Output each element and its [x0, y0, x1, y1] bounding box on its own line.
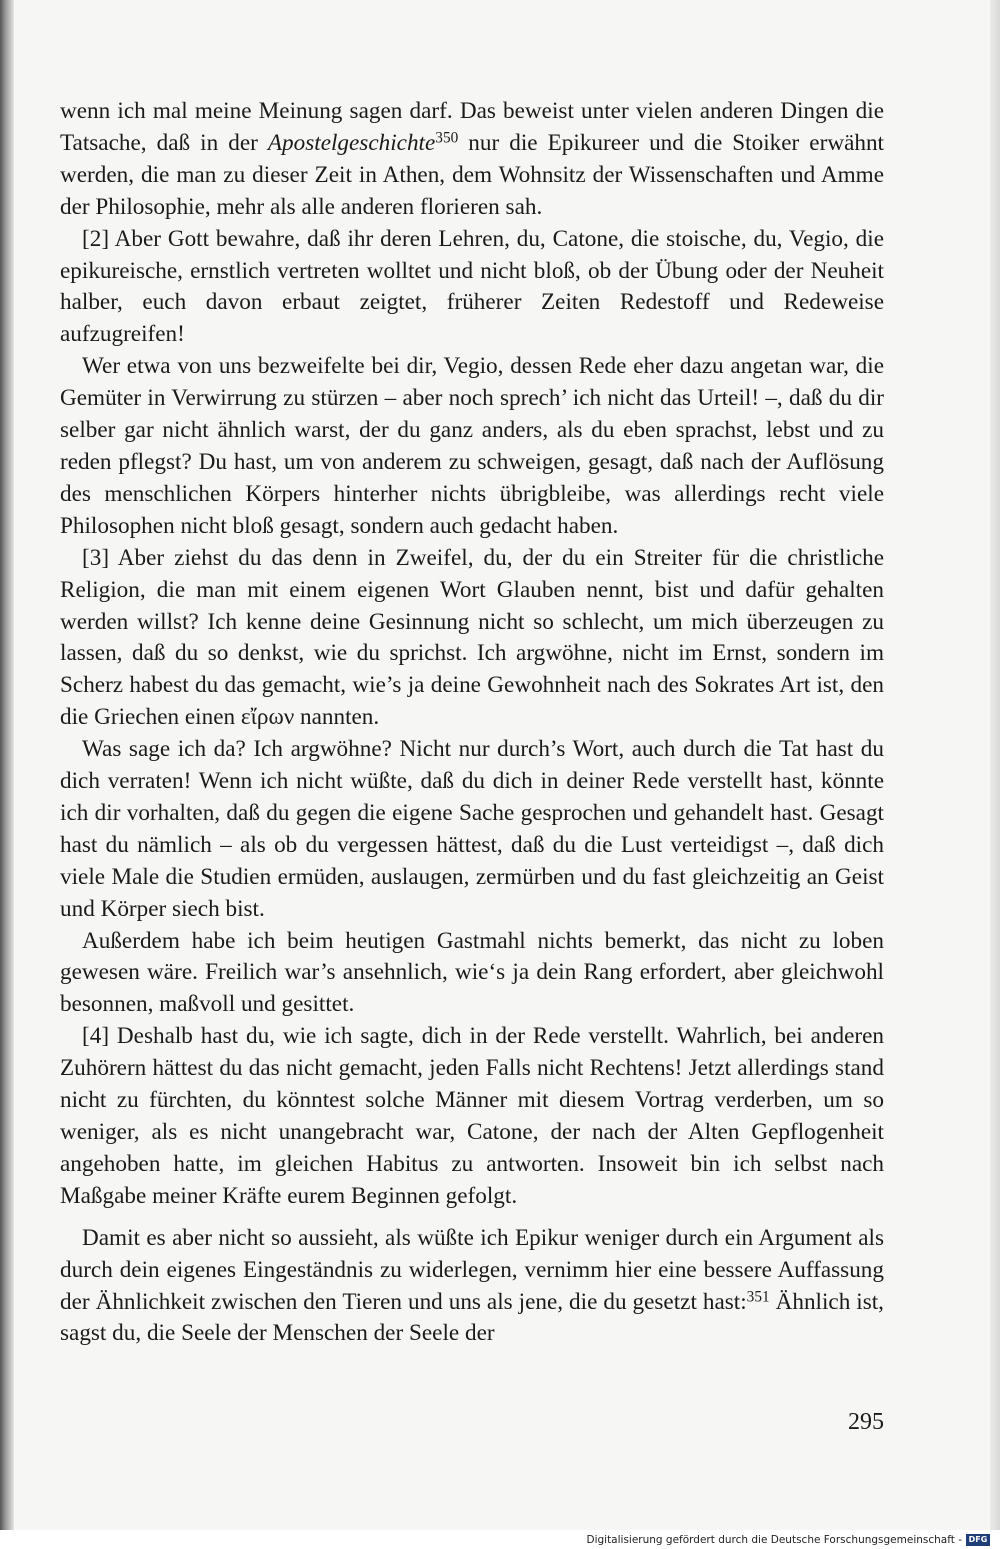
book-binding-shadow [0, 0, 14, 1530]
paragraph-4 [60, 543, 884, 734]
paragraph-8 [60, 1223, 884, 1351]
funding-credit: Digitalisierung gefördert durch die Deutsche Forschungsgemeinschaft - [586, 1534, 962, 1546]
text-segment: [3] Aber ziehst du das denn in Zweifel, du, der du ein Streiter für die christliche Religion, die man mit einem eigenen Wort Glauben nennt, bist und dafür gehalten werden willst? Ich kenne deine Gesinnung nicht so schlecht, um mich überzeugen zu lassen, daß du so denkst, wie du sprichst. Ich argwöhne, nicht im Ernst, sondern im Scherz habest du das gemacht, wie’s ja deine Gewohnheit nach des Sokrates Art ist, den die Griechen einen εἴρων nannten. [60, 544, 884, 731]
paragraph-6 [60, 926, 884, 1022]
footnote-ref-351: 351 [746, 1287, 770, 1305]
text-segment: wenn ich mal meine Meinung sagen darf. Das beweist unter vielen anderen Dingen die Tatsache, daß in der [60, 98, 884, 156]
page-number: 295 [848, 1409, 884, 1435]
text-segment: nur die Epikureer und die Stoiker erwähnt werden, die man zu dieser Zeit in Athen, dem Wohnsitz der Wissenschaften und Amme der Philosophie, mehr als alle anderen florieren sah. [60, 129, 884, 220]
paragraph-2 [60, 224, 884, 352]
dfg-logo[interactable]: DFG [966, 1534, 990, 1546]
text-segment: [4] Deshalb hast du, wie ich sagte, dich in der Rede verstellt. Wahrlich, bei anderen Zuhörern hättest du das nicht gemacht, jeden Falls nicht Rechtens! Jetzt allerdings stand nicht zu fürchten, du könntest solche Männer mit diesem Vortrag verderben, um so weniger, als es nicht unangebracht war, Catone, der nach der Alten Gepflogenheit angehoben hatte, im gleichen Habitus zu antworten. Insoweit bin ich selbst nach Maßgabe meiner Kräfte eurem Beginnen gefolgt. [60, 1023, 884, 1209]
book-title-apostelgeschichte: Apostelgeschichte [267, 129, 436, 156]
footnote-ref-350: 350 [435, 129, 459, 147]
text-segment: Ähnlich ist, sagst du, die Seele der Menschen der Seele der [60, 1288, 884, 1347]
digitization-footer [0, 1530, 1000, 1549]
text-segment: Was sage ich da? Ich argwöhne? Nicht nur durch’s Wort, auch durch die Tat hast du dich verraten! Wenn ich nicht wüßte, daß du dich in deiner Rede verstellt hast, könnte ich dir vorhalten, daß du gegen die eigene Sache gesprochen und gehandelt hast. Gesagt hast du nämlich – als ob du vergessen hättest, daß du die Lust verteidigst –, daß dich viele Male die Studien ermüden, auslaugen, zermürben und du fast gleichzeitig an Geist und Körper siech bist. [60, 736, 884, 922]
paragraph-3 [60, 351, 884, 542]
text-segment: Außerdem habe ich beim heutigen Gastmahl nichts bemerkt, das nicht zu loben gewesen wäre. Freilich war’s ansehnlich, wie‘s ja dein Rang erfordert, aber gleichwohl besonnen, maßvoll und gesittet. [60, 927, 884, 1018]
text-segment: Damit es aber nicht so aussieht, als wüßte ich Epikur weniger durch ein Argument als durch dein eigenes Eingeständnis zu widerlegen, vernimm hier eine bessere Auffassung der Ähnlichkeit zwischen den Tieren und uns als jene, die du gesetzt hast: [60, 1224, 884, 1315]
body-text [60, 96, 884, 1350]
paragraph-1 [60, 96, 884, 224]
page-edge [990, 0, 1000, 1530]
paragraph-7 [60, 1021, 884, 1212]
paragraph-5 [60, 734, 884, 925]
text-segment: [2] Aber Gott bewahre, daß ihr deren Lehren, du, Catone, die stoische, du, Vegio, die epikureische, ernstlich vertreten wolltet und nicht bloß, ob der Übung oder der Neuheit halber, euch davon erbaut zeigtet, früherer Zeiten Redestoff und Redeweise aufzugreifen! [60, 225, 884, 348]
text-segment: Wer etwa von uns bezweifelte bei dir, Vegio, dessen Rede eher dazu angetan war, die Gemüter in Verwirrung zu stürzen – aber noch sprech’ ich nicht das Urteil! –, daß du dir selber gar nicht ähnlich warst, der du ganz anders, als du eben sprachst, lebst und zu reden pflegst? Du hast, um von anderem zu schweigen, gesagt, daß nach der Auflösung des menschlichen Körpers hinterher nichts übrigbleibe, was allerdings recht viele Philosophen nicht bloß gesagt, sondern auch gedacht haben. [60, 353, 884, 539]
